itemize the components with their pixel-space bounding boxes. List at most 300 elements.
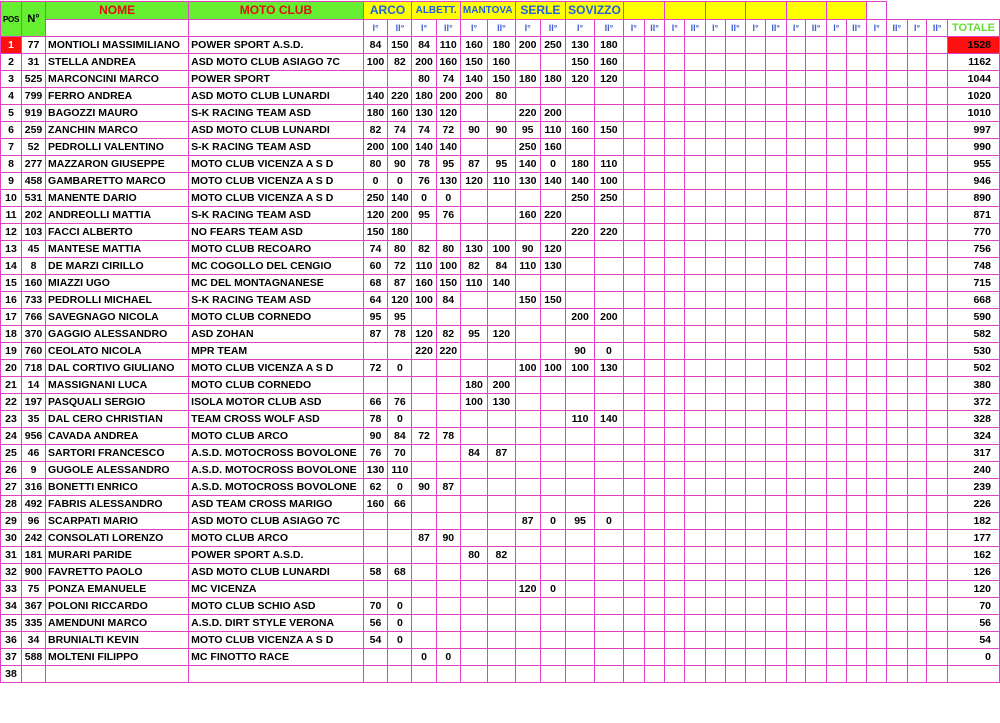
score-cell bbox=[540, 649, 565, 666]
score-cell: 54 bbox=[363, 632, 388, 649]
score-cell bbox=[846, 598, 867, 615]
score-cell bbox=[725, 292, 746, 309]
score-cell: 150 bbox=[540, 292, 565, 309]
score-cell bbox=[685, 649, 706, 666]
rider-name-cell bbox=[46, 666, 189, 683]
score-cell bbox=[867, 54, 887, 71]
score-cell bbox=[644, 598, 665, 615]
score-cell bbox=[705, 428, 725, 445]
rider-number-cell: 75 bbox=[22, 581, 46, 598]
score-cell bbox=[746, 411, 766, 428]
score-cell bbox=[826, 343, 846, 360]
rider-number-cell: 799 bbox=[22, 88, 46, 105]
total-cell: 226 bbox=[948, 496, 1000, 513]
score-cell: 80 bbox=[488, 88, 515, 105]
heat1-header: I° bbox=[907, 20, 927, 37]
score-cell bbox=[644, 649, 665, 666]
score-cell bbox=[846, 190, 867, 207]
score-cell bbox=[363, 530, 388, 547]
score-cell bbox=[566, 632, 595, 649]
score-cell bbox=[623, 513, 644, 530]
score-cell bbox=[644, 666, 665, 683]
score-cell bbox=[786, 547, 806, 564]
score-cell bbox=[826, 360, 846, 377]
score-cell bbox=[644, 581, 665, 598]
score-cell bbox=[665, 326, 685, 343]
total-cell: 1044 bbox=[948, 71, 1000, 88]
score-cell bbox=[826, 190, 846, 207]
score-cell bbox=[460, 666, 487, 683]
score-cell bbox=[436, 377, 460, 394]
score-cell bbox=[685, 377, 706, 394]
rider-name-cell: PEDROLLI MICHAEL bbox=[46, 292, 189, 309]
score-cell bbox=[540, 88, 565, 105]
score-cell bbox=[685, 513, 706, 530]
score-cell bbox=[846, 224, 867, 241]
rider-number-cell: 8 bbox=[22, 258, 46, 275]
score-cell bbox=[685, 309, 706, 326]
score-cell bbox=[515, 632, 540, 649]
score-cell bbox=[806, 598, 827, 615]
rider-number-cell: 525 bbox=[22, 71, 46, 88]
score-cell: 80 bbox=[363, 156, 388, 173]
score-cell: 95 bbox=[412, 207, 436, 224]
score-cell bbox=[826, 275, 846, 292]
heat2-header: II° bbox=[685, 20, 706, 37]
score-cell bbox=[806, 479, 827, 496]
score-cell bbox=[705, 71, 725, 88]
score-cell bbox=[725, 71, 746, 88]
score-cell bbox=[786, 122, 806, 139]
score-cell bbox=[826, 445, 846, 462]
score-cell bbox=[594, 462, 623, 479]
score-cell: 0 bbox=[436, 190, 460, 207]
score-cell bbox=[705, 122, 725, 139]
table-row bbox=[1, 37, 1000, 54]
score-cell: 80 bbox=[436, 241, 460, 258]
score-cell bbox=[746, 173, 766, 190]
score-cell bbox=[665, 190, 685, 207]
score-cell: 90 bbox=[436, 530, 460, 547]
score-cell bbox=[786, 598, 806, 615]
score-cell bbox=[685, 411, 706, 428]
score-cell bbox=[826, 411, 846, 428]
score-cell bbox=[644, 445, 665, 462]
score-cell bbox=[927, 105, 948, 122]
position-cell: 34 bbox=[1, 598, 22, 615]
rider-name-cell: DAL CORTIVO GIULIANO bbox=[46, 360, 189, 377]
score-cell bbox=[388, 547, 412, 564]
score-cell bbox=[566, 428, 595, 445]
score-cell bbox=[907, 292, 927, 309]
rider-number-cell: 77 bbox=[22, 37, 46, 54]
score-cell bbox=[488, 649, 515, 666]
score-cell: 130 bbox=[540, 258, 565, 275]
subheader-row bbox=[1, 20, 1000, 37]
score-cell: 70 bbox=[388, 445, 412, 462]
score-cell bbox=[685, 615, 706, 632]
score-cell bbox=[907, 411, 927, 428]
position-cell: 10 bbox=[1, 190, 22, 207]
score-cell: 140 bbox=[540, 173, 565, 190]
score-cell bbox=[388, 530, 412, 547]
score-cell: 0 bbox=[594, 513, 623, 530]
score-cell bbox=[786, 581, 806, 598]
rider-name-cell: PONZA EMANUELE bbox=[46, 581, 189, 598]
score-cell bbox=[725, 173, 746, 190]
score-cell bbox=[887, 105, 908, 122]
score-cell bbox=[488, 105, 515, 122]
score-cell bbox=[436, 666, 460, 683]
score-cell bbox=[746, 54, 766, 71]
score-cell bbox=[460, 632, 487, 649]
score-cell bbox=[867, 479, 887, 496]
score-cell bbox=[566, 615, 595, 632]
score-cell: 220 bbox=[436, 343, 460, 360]
total-cell: 240 bbox=[948, 462, 1000, 479]
score-cell bbox=[566, 649, 595, 666]
score-cell bbox=[786, 292, 806, 309]
score-cell bbox=[388, 649, 412, 666]
score-cell: 90 bbox=[566, 343, 595, 360]
score-cell bbox=[765, 496, 786, 513]
score-cell bbox=[685, 632, 706, 649]
rider-number-cell: 14 bbox=[22, 377, 46, 394]
score-cell bbox=[594, 428, 623, 445]
score-cell bbox=[665, 615, 685, 632]
score-cell bbox=[927, 122, 948, 139]
score-cell bbox=[846, 428, 867, 445]
score-cell: 87 bbox=[412, 530, 436, 547]
score-cell bbox=[806, 309, 827, 326]
score-cell bbox=[806, 581, 827, 598]
score-cell bbox=[685, 173, 706, 190]
score-cell: 74 bbox=[388, 122, 412, 139]
heat1-header: I° bbox=[665, 20, 685, 37]
score-cell bbox=[786, 666, 806, 683]
score-cell bbox=[436, 598, 460, 615]
table-row bbox=[1, 649, 1000, 666]
score-cell bbox=[705, 479, 725, 496]
score-cell: 100 bbox=[566, 360, 595, 377]
score-cell: 110 bbox=[540, 122, 565, 139]
score-cell: 82 bbox=[488, 547, 515, 564]
club-cell: MOTO CLUB RECOARO bbox=[189, 241, 364, 258]
score-cell bbox=[388, 513, 412, 530]
score-cell bbox=[665, 343, 685, 360]
club-cell: ASD MOTO CLUB ASIAGO 7C bbox=[189, 513, 364, 530]
table-row bbox=[1, 275, 1000, 292]
table-row bbox=[1, 88, 1000, 105]
score-cell bbox=[515, 564, 540, 581]
score-cell bbox=[867, 394, 887, 411]
score-cell bbox=[746, 224, 766, 241]
score-cell bbox=[725, 139, 746, 156]
score-cell bbox=[786, 275, 806, 292]
score-cell: 87 bbox=[363, 326, 388, 343]
score-cell bbox=[846, 54, 867, 71]
score-cell bbox=[887, 122, 908, 139]
score-cell bbox=[594, 207, 623, 224]
score-cell bbox=[623, 428, 644, 445]
score-cell: 140 bbox=[515, 156, 540, 173]
score-cell bbox=[846, 207, 867, 224]
score-cell: 120 bbox=[488, 326, 515, 343]
score-cell bbox=[436, 564, 460, 581]
score-cell bbox=[685, 445, 706, 462]
score-cell bbox=[927, 156, 948, 173]
score-cell bbox=[515, 547, 540, 564]
score-cell bbox=[826, 598, 846, 615]
score-cell bbox=[846, 105, 867, 122]
score-cell bbox=[665, 581, 685, 598]
score-cell bbox=[927, 479, 948, 496]
score-cell: 110 bbox=[515, 258, 540, 275]
score-cell bbox=[806, 513, 827, 530]
score-cell bbox=[725, 122, 746, 139]
total-cell: 239 bbox=[948, 479, 1000, 496]
score-cell: 74 bbox=[363, 241, 388, 258]
score-cell bbox=[746, 309, 766, 326]
score-cell bbox=[515, 309, 540, 326]
score-cell bbox=[623, 71, 644, 88]
score-cell bbox=[725, 343, 746, 360]
event-header bbox=[786, 2, 826, 20]
score-cell bbox=[388, 377, 412, 394]
score-cell bbox=[460, 105, 487, 122]
rider-number-cell: 181 bbox=[22, 547, 46, 564]
score-cell: 130 bbox=[412, 105, 436, 122]
score-cell bbox=[540, 394, 565, 411]
total-cell: 56 bbox=[948, 615, 1000, 632]
score-cell bbox=[623, 122, 644, 139]
score-cell bbox=[725, 207, 746, 224]
score-cell bbox=[927, 496, 948, 513]
score-cell bbox=[705, 275, 725, 292]
event-header: ARCO bbox=[363, 2, 412, 20]
rider-name-cell: CONSOLATI LORENZO bbox=[46, 530, 189, 547]
score-cell bbox=[826, 173, 846, 190]
score-cell bbox=[685, 326, 706, 343]
score-cell bbox=[644, 105, 665, 122]
score-cell bbox=[566, 105, 595, 122]
score-cell bbox=[746, 37, 766, 54]
total-cell: 1010 bbox=[948, 105, 1000, 122]
score-cell: 84 bbox=[436, 292, 460, 309]
score-cell bbox=[705, 649, 725, 666]
rider-name-cell: MURARI PARIDE bbox=[46, 547, 189, 564]
score-cell bbox=[705, 105, 725, 122]
score-cell bbox=[927, 292, 948, 309]
score-cell bbox=[594, 292, 623, 309]
score-cell bbox=[826, 88, 846, 105]
total-cell: 668 bbox=[948, 292, 1000, 309]
total-cell: 530 bbox=[948, 343, 1000, 360]
score-cell bbox=[927, 530, 948, 547]
score-cell bbox=[786, 190, 806, 207]
score-cell bbox=[685, 71, 706, 88]
club-cell: MC COGOLLO DEL CENGIO bbox=[189, 258, 364, 275]
score-cell bbox=[623, 343, 644, 360]
score-cell: 200 bbox=[515, 37, 540, 54]
total-cell: 1528 bbox=[948, 37, 1000, 54]
score-cell bbox=[765, 343, 786, 360]
score-cell: 100 bbox=[594, 173, 623, 190]
total-cell bbox=[948, 666, 1000, 683]
score-cell bbox=[826, 530, 846, 547]
score-cell: 180 bbox=[488, 37, 515, 54]
score-cell bbox=[907, 54, 927, 71]
score-cell bbox=[665, 139, 685, 156]
score-cell bbox=[594, 258, 623, 275]
score-cell bbox=[685, 428, 706, 445]
score-cell bbox=[867, 122, 887, 139]
score-cell: 74 bbox=[436, 71, 460, 88]
score-cell bbox=[644, 360, 665, 377]
table-row bbox=[1, 241, 1000, 258]
score-cell bbox=[436, 513, 460, 530]
score-cell: 110 bbox=[488, 173, 515, 190]
total-header-spacer bbox=[867, 2, 887, 20]
score-cell bbox=[623, 377, 644, 394]
position-cell: 15 bbox=[1, 275, 22, 292]
score-cell: 220 bbox=[515, 105, 540, 122]
score-cell bbox=[846, 462, 867, 479]
score-cell: 120 bbox=[540, 241, 565, 258]
club-cell: S-K RACING TEAM ASD bbox=[189, 207, 364, 224]
score-cell bbox=[412, 445, 436, 462]
score-cell bbox=[540, 496, 565, 513]
score-cell bbox=[746, 445, 766, 462]
score-cell bbox=[725, 411, 746, 428]
score-cell bbox=[867, 105, 887, 122]
score-cell bbox=[460, 428, 487, 445]
score-cell bbox=[786, 632, 806, 649]
score-cell bbox=[436, 547, 460, 564]
score-cell bbox=[540, 190, 565, 207]
score-cell: 76 bbox=[363, 445, 388, 462]
score-cell bbox=[488, 462, 515, 479]
score-cell bbox=[786, 105, 806, 122]
score-cell bbox=[746, 156, 766, 173]
total-cell: 70 bbox=[948, 598, 1000, 615]
position-cell: 16 bbox=[1, 292, 22, 309]
score-cell bbox=[786, 343, 806, 360]
heat1-header: I° bbox=[623, 20, 644, 37]
score-cell bbox=[887, 37, 908, 54]
table-row bbox=[1, 258, 1000, 275]
score-cell bbox=[644, 173, 665, 190]
table-row bbox=[1, 122, 1000, 139]
score-cell bbox=[665, 411, 685, 428]
score-cell bbox=[566, 241, 595, 258]
score-cell bbox=[436, 224, 460, 241]
score-cell bbox=[765, 513, 786, 530]
score-cell bbox=[746, 88, 766, 105]
table-row bbox=[1, 513, 1000, 530]
score-cell bbox=[867, 343, 887, 360]
score-cell bbox=[907, 377, 927, 394]
score-cell bbox=[887, 496, 908, 513]
score-cell bbox=[460, 411, 487, 428]
score-cell: 180 bbox=[515, 71, 540, 88]
rider-name-cell: FABRIS ALESSANDRO bbox=[46, 496, 189, 513]
score-cell bbox=[826, 649, 846, 666]
rider-number-cell: 370 bbox=[22, 326, 46, 343]
score-cell bbox=[907, 547, 927, 564]
score-cell bbox=[907, 343, 927, 360]
score-cell: 200 bbox=[363, 139, 388, 156]
score-cell: 130 bbox=[436, 173, 460, 190]
rider-name-cell: SCARPATI MARIO bbox=[46, 513, 189, 530]
score-cell bbox=[540, 632, 565, 649]
score-cell bbox=[746, 530, 766, 547]
score-cell bbox=[867, 190, 887, 207]
score-cell bbox=[644, 275, 665, 292]
score-cell bbox=[867, 377, 887, 394]
score-cell bbox=[786, 411, 806, 428]
score-cell: 150 bbox=[488, 71, 515, 88]
total-cell: 990 bbox=[948, 139, 1000, 156]
score-cell: 95 bbox=[363, 309, 388, 326]
score-cell bbox=[786, 360, 806, 377]
score-cell bbox=[515, 394, 540, 411]
score-cell bbox=[705, 377, 725, 394]
score-cell bbox=[867, 224, 887, 241]
score-cell: 78 bbox=[436, 428, 460, 445]
score-cell: 130 bbox=[594, 360, 623, 377]
score-cell bbox=[644, 258, 665, 275]
score-cell bbox=[887, 513, 908, 530]
score-cell bbox=[623, 258, 644, 275]
club-cell: ISOLA MOTOR CLUB ASD bbox=[189, 394, 364, 411]
rider-name-cell: MANENTE DARIO bbox=[46, 190, 189, 207]
table-row bbox=[1, 445, 1000, 462]
score-cell bbox=[644, 547, 665, 564]
score-cell bbox=[540, 479, 565, 496]
score-cell bbox=[907, 360, 927, 377]
score-cell bbox=[540, 224, 565, 241]
score-cell bbox=[846, 241, 867, 258]
score-cell bbox=[566, 479, 595, 496]
score-cell: 180 bbox=[388, 224, 412, 241]
score-cell: 82 bbox=[388, 54, 412, 71]
score-cell bbox=[806, 71, 827, 88]
score-cell bbox=[786, 241, 806, 258]
score-cell bbox=[927, 173, 948, 190]
score-cell: 72 bbox=[412, 428, 436, 445]
total-cell: 162 bbox=[948, 547, 1000, 564]
score-cell bbox=[927, 394, 948, 411]
score-cell: 150 bbox=[515, 292, 540, 309]
table-row bbox=[1, 190, 1000, 207]
score-cell bbox=[806, 649, 827, 666]
club-cell: POWER SPORT A.S.D. bbox=[189, 37, 364, 54]
score-cell bbox=[644, 530, 665, 547]
score-cell bbox=[907, 581, 927, 598]
score-cell bbox=[927, 88, 948, 105]
score-cell bbox=[566, 547, 595, 564]
table-row bbox=[1, 54, 1000, 71]
score-cell bbox=[665, 564, 685, 581]
score-cell bbox=[765, 207, 786, 224]
score-cell: 120 bbox=[566, 71, 595, 88]
score-cell: 58 bbox=[363, 564, 388, 581]
score-cell bbox=[705, 190, 725, 207]
score-cell bbox=[826, 105, 846, 122]
score-cell bbox=[806, 411, 827, 428]
score-cell bbox=[665, 37, 685, 54]
